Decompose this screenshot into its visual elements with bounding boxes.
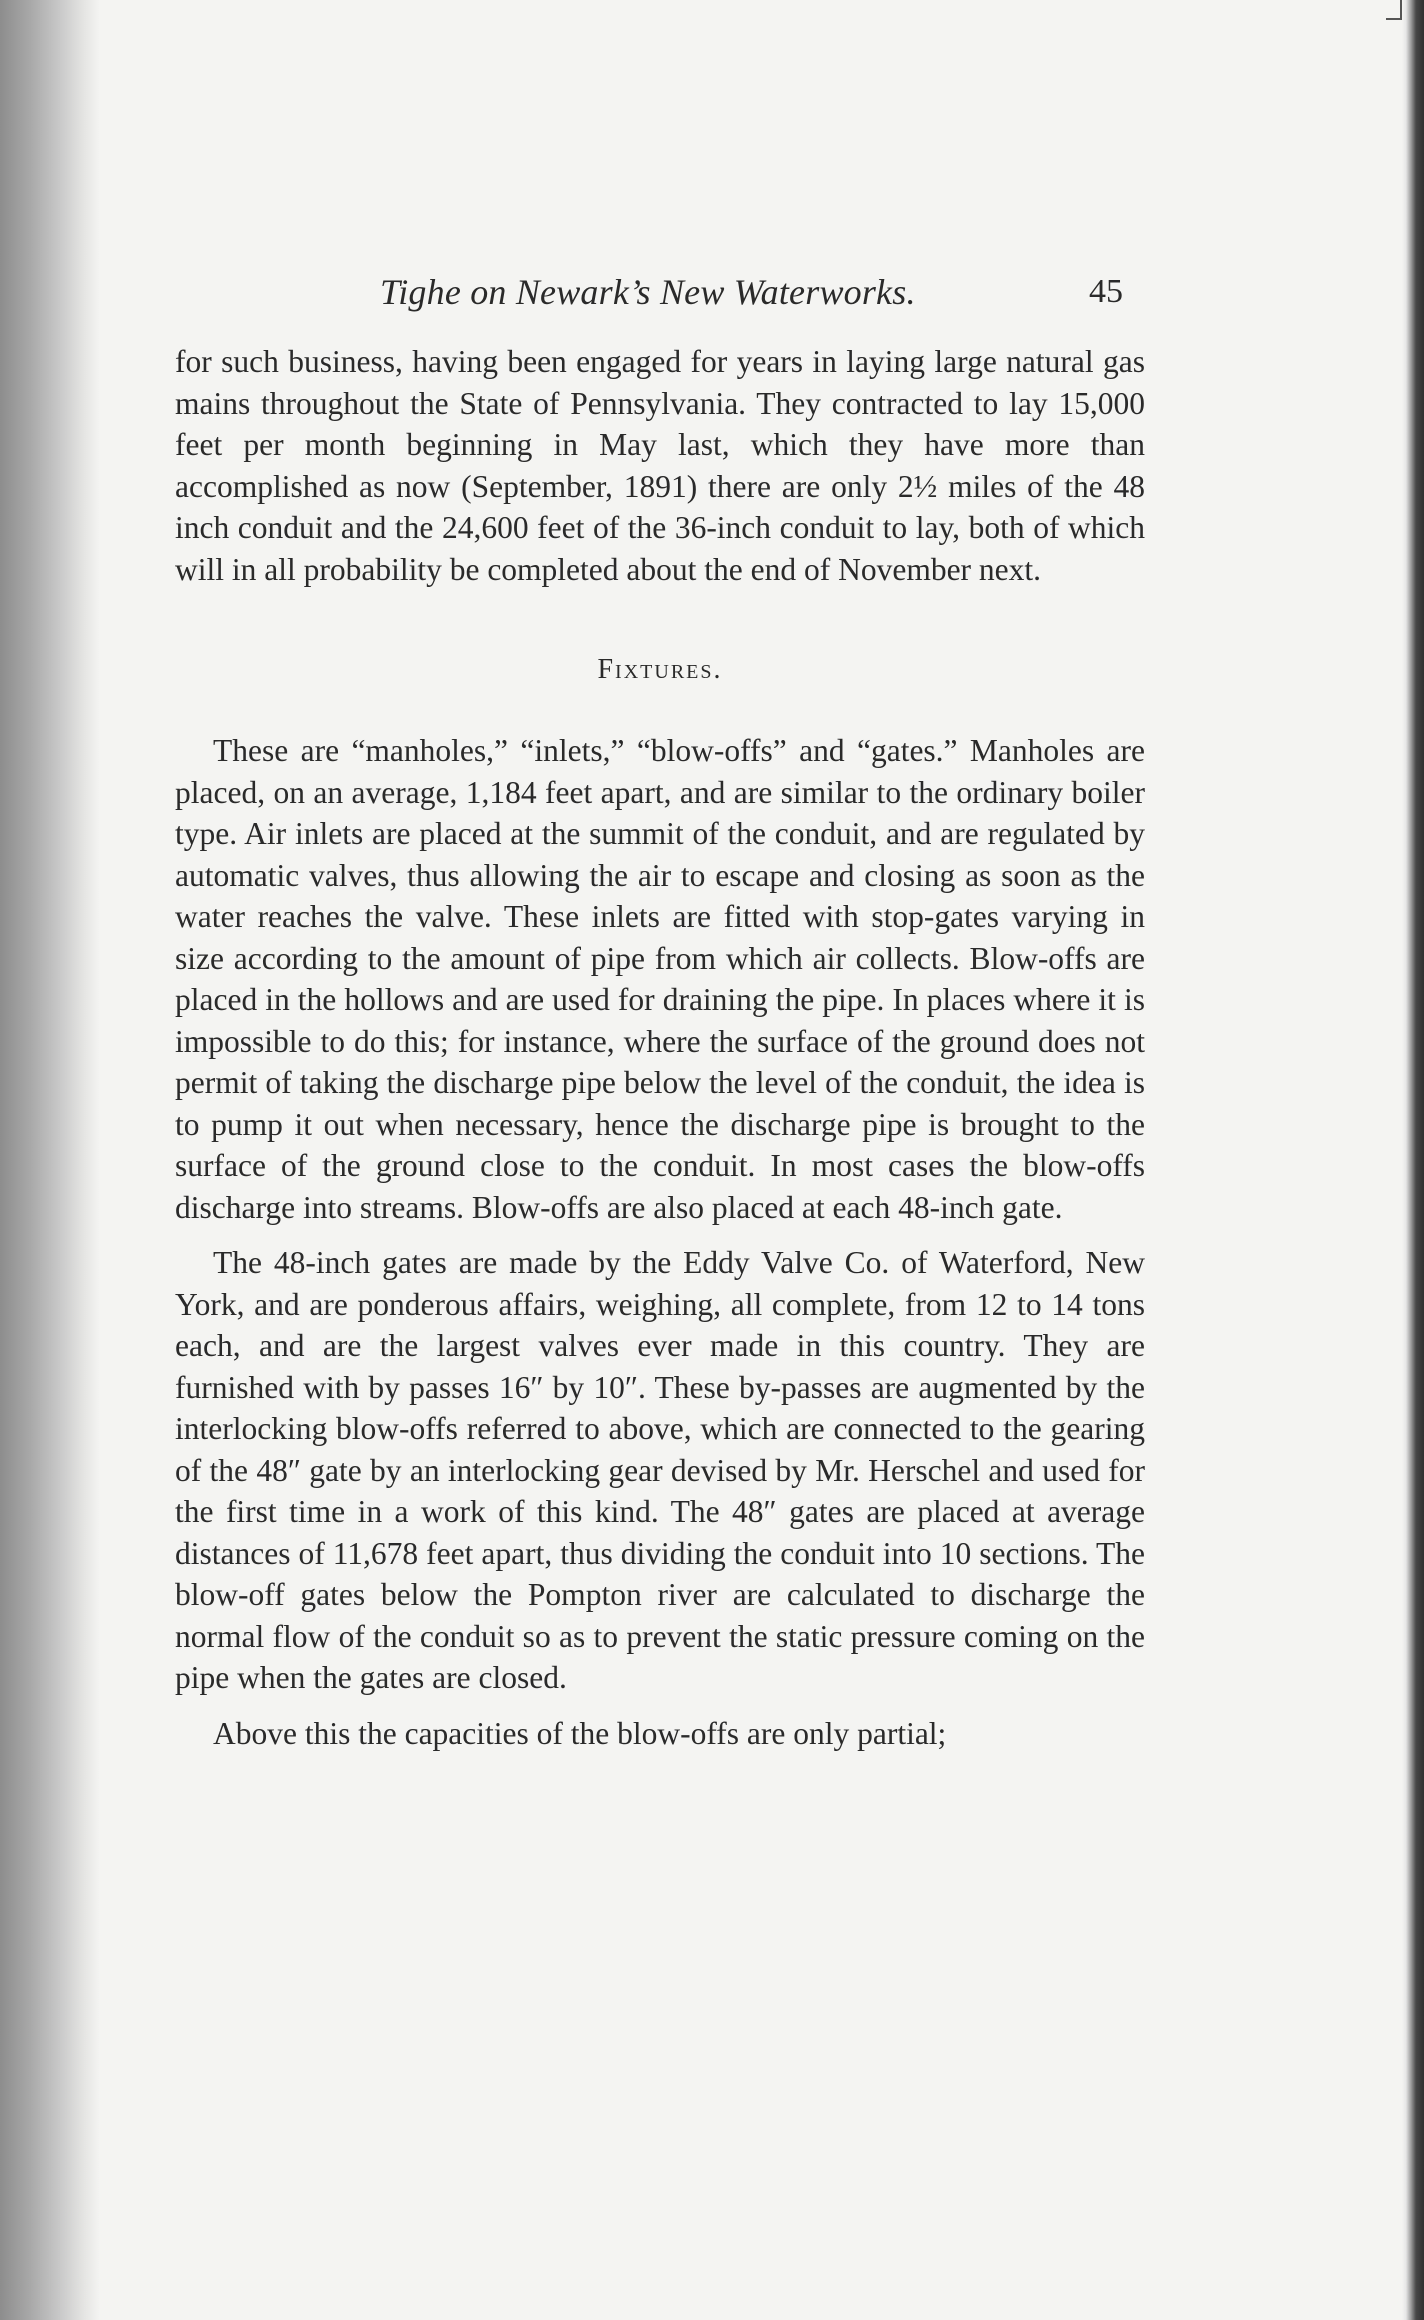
paragraph-fixtures-intro: These are “manholes,” “inlets,” “blow-offs” and “gates.” Manholes are placed, on an average, 1,184 feet apart, and are similar to the ordinary boiler type. Air inlets are placed at the summit of the conduit, and are regulated by automatic valves, thus allowing the air to escape and closing as soon as the water reaches the valve. These inlets are fitted with stop-gates varying in size according to the amount of pipe from which air collects. Blow-offs are placed in the hollows and are used for draining the pipe. In places where it is impossible to do this; for instance, where the surface of the ground does not permit of taking the discharge pipe below the level of the conduit, the idea is to pump it out when necessary, hence the discharge pipe is brought to the surface of the ground close to the conduit. In most cases the blow-offs discharge into streams. Blow-offs are also placed at each 48-inch gate. bbox=[175, 733, 1145, 1225]
scan-right-edge bbox=[1402, 0, 1424, 2320]
paragraph-blowoffs-partial: Above this the capacities of the blow-offs are only partial; bbox=[213, 1715, 947, 1751]
running-head-title: Tighe on Newark’s New Waterworks. bbox=[380, 272, 916, 312]
page-number: 45 bbox=[1089, 273, 1123, 310]
book-page bbox=[175, 265, 1145, 1754]
paragraph-gates: The 48-inch gates are made by the Eddy Valve Co. of Waterford, New York, and are ponderous affairs, weighing, all complete, from 12 to 14 tons each, and are the largest valves ever made in this country. They are furnished with by passes 16″ by 10″. These by-passes are augmented by the interlocking blow-offs referred to above, which are connected to the gearing of the 48″ gate by an interlocking gear devised by Mr. Herschel and used for the first time in a work of this kind. The 48″ gates are placed at average distances of 11,678 feet apart, thus dividing the conduit into 10 sections. The blow-off gates below the Pompton river are calculated to discharge the normal flow of the conduit so as to prevent the static pressure coming on the pipe when the gates are closed. bbox=[175, 1245, 1145, 1695]
running-head bbox=[175, 265, 1145, 325]
section-heading-fixtures: Fixtures. bbox=[597, 654, 723, 685]
paragraph-continued: for such business, having been engaged for years in laying large natural gas mains throughout the State of Pennsylvania. They contracted to lay 15,000 feet per month beginning in May last, which they have more than accomplished as now (September, 1891) there are only 2½ miles of the 48 inch conduit and the 24,600 feet of the 36-inch conduit to lay, both of which will in all probability be completed about the end of November next. bbox=[175, 344, 1145, 587]
scan-corner-mark bbox=[1386, 0, 1402, 20]
scan-left-shadow bbox=[0, 0, 100, 2320]
